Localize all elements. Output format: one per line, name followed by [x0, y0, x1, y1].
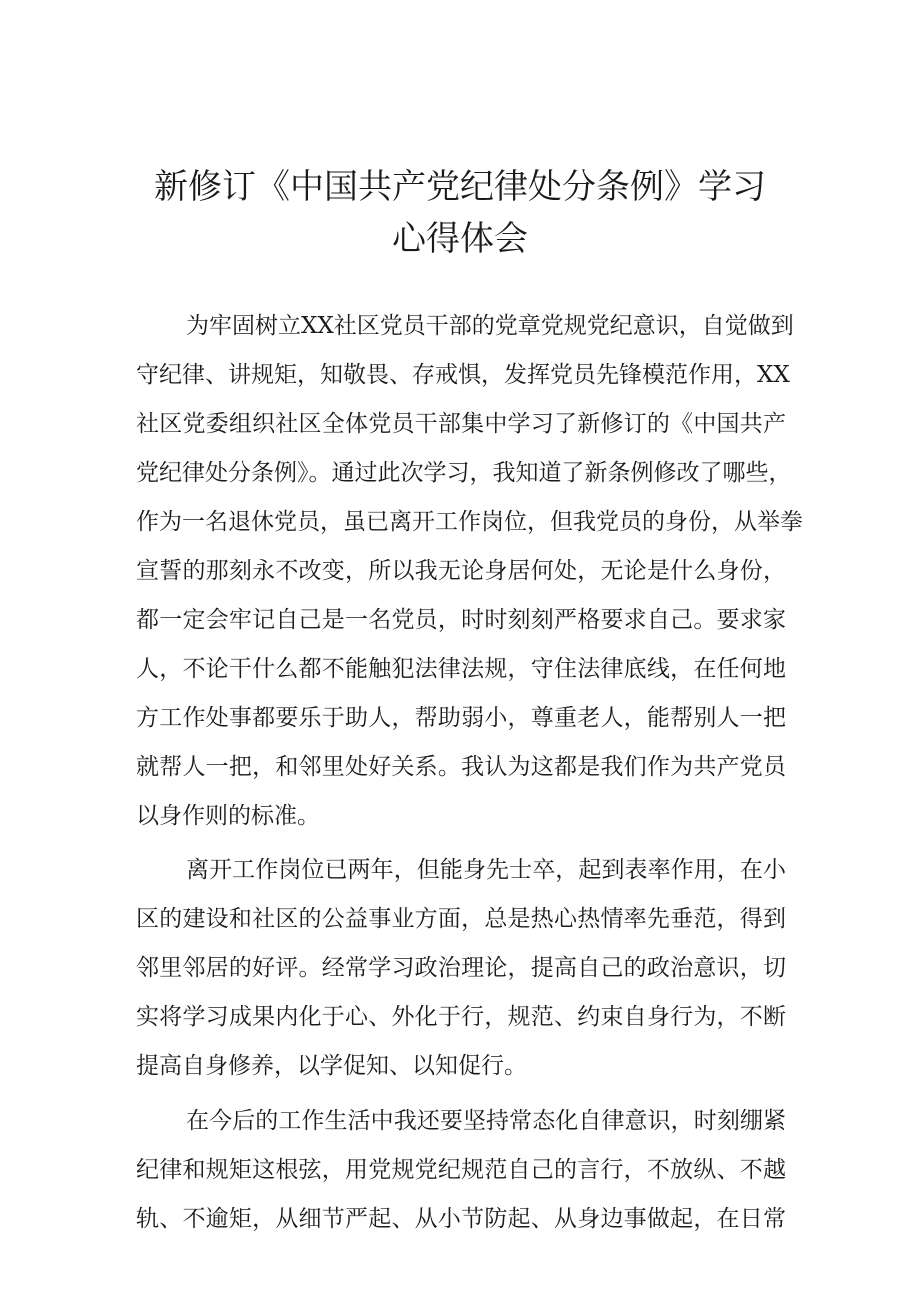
paragraph-1-line-2: 守纪律、讲规矩，知敬畏、存戒惧，发挥党员先锋模范作用，XX [136, 362, 790, 388]
paragraph-2-line-1: 离开工作岗位已两年，但能身先士卒，起到表率作用，在小 [186, 857, 786, 883]
paragraph-2-line-2: 区的建设和社区的公益事业方面，总是热心热情率先垂范，得到 [136, 906, 786, 932]
paragraph-3-line-1: 在今后的工作生活中我还要坚持常态化自律意识，时刻绷紧 [186, 1108, 786, 1134]
paragraph-1-line-3: 社区党委组织社区全体党员干部集中学习了新修订的《中国共产 [136, 411, 786, 437]
document-title-line-1: 新修订《中国共产党纪律处分条例》学习 [154, 167, 766, 207]
paragraph-2-line-3: 邻里邻居的好评。经常学习政治理论，提高自己的政治意识，切 [136, 955, 786, 981]
paragraph-1-line-11: 以身作则的标准。 [136, 803, 320, 829]
document-title-line-2: 心得体会 [392, 219, 528, 259]
paragraph-1-line-4: 党纪律处分条例》。通过此次学习，我知道了新条例修改了哪些， [136, 460, 792, 486]
paragraph-1-line-1: 为牢固树立XX社区党员干部的党章党规党纪意识，自觉做到 [186, 313, 794, 339]
paragraph-1-line-10: 就帮人一把，和邻里处好关系。我认为这都是我们作为共产党员 [136, 754, 786, 780]
paragraph-3-line-2: 纪律和规矩这根弦，用党规党纪规范自己的言行，不放纵、不越 [136, 1157, 786, 1183]
paragraph-3-line-3: 轨、不逾矩，从细节严起、从小节防起、从身边事做起，在日常 [136, 1206, 786, 1232]
paragraph-1-line-5: 作为一名退休党员，虽已离开工作岗位，但我党员的身份，从举拳 [136, 509, 803, 535]
paragraph-1-line-6: 宣誓的那刻永不改变，所以我无论身居何处，无论是什么身份， [136, 558, 786, 584]
paragraph-2-line-4: 实将学习成果内化于心、外化于行，规范、约束自身行为，不断 [136, 1004, 786, 1030]
paragraph-1-line-8: 人，不论干什么都不能触犯法律法规，守住法律底线，在任何地 [136, 656, 786, 682]
paragraph-1-line-7: 都一定会牢记自己是一名党员，时时刻刻严格要求自己。要求家 [136, 607, 786, 633]
paragraph-2-line-5: 提高自身修养，以学促知、以知促行。 [136, 1053, 527, 1079]
paragraph-1-line-9: 方工作处事都要乐于助人，帮助弱小，尊重老人，能帮别人一把 [136, 705, 786, 731]
